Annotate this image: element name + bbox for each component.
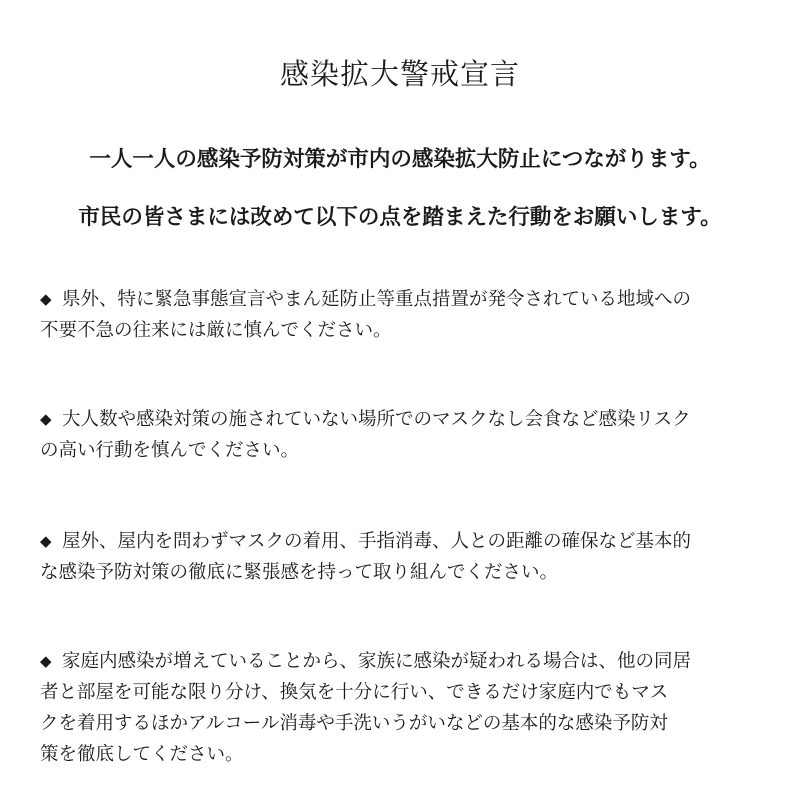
- page-title: 感染拡大警戒宣言: [279, 57, 520, 91]
- lead-text-2: 市民の皆さまには改めて以下の点を踏まえた行動をお願いします。: [78, 205, 722, 230]
- lead-text-1: 一人一人の感染予防対策が市内の感染拡大防止につながります。: [89, 147, 711, 172]
- list-item: [40, 284, 760, 346]
- list-item: [40, 646, 760, 770]
- list-item-line: 者と部屋を可能な限り分け、換気を十分に行い、できるだけ家庭内でもマス: [40, 682, 669, 703]
- list-item-line: 不要不急の往来には厳に慎んでください。: [40, 320, 392, 341]
- list-item: [40, 404, 760, 466]
- diamond-bullet-icon: ◆: [40, 532, 52, 550]
- list-item-line: 県外、特に緊急事態宣言やまん延防止等重点措置が発令されている地域への: [62, 289, 692, 310]
- diamond-bullet-icon: ◆: [40, 410, 52, 428]
- list-item-line: 屋外、屋内を問わずマスクの着用、手指消毒、人との距離の確保など基本的: [62, 531, 692, 552]
- list-item-line: 策を徹底してください。: [40, 744, 244, 765]
- list-item-line: クを着用するほかアルコール消毒や手洗いうがいなどの基本的な感染予防対: [40, 713, 668, 734]
- diamond-bullet-icon: ◆: [40, 290, 52, 308]
- list-item: [40, 526, 760, 588]
- list-item-line: な感染予防対策の徹底に緊張感を持って取り組んでください。: [40, 562, 559, 583]
- diamond-bullet-icon: ◆: [40, 652, 52, 670]
- list-item-line: 家庭内感染が増えていることから、家族に感染が疑われる場合は、他の同居: [62, 651, 692, 672]
- list-item-line: 大人数や感染対策の施されていない場所でのマスクなし会食など感染リスク: [62, 409, 691, 430]
- list-item-line: の高い行動を慎んでください。: [40, 440, 300, 461]
